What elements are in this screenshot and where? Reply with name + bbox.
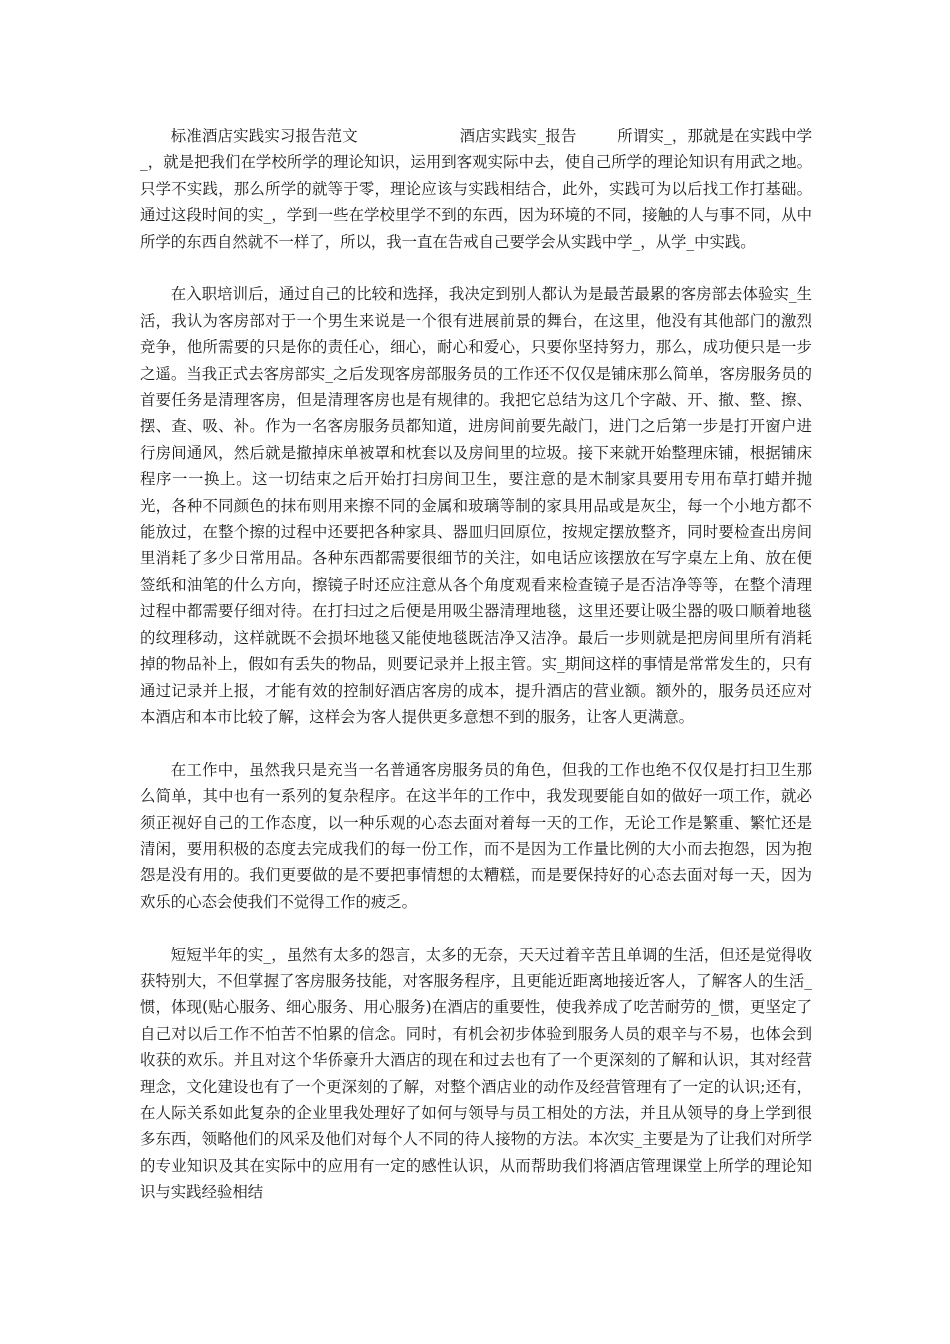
paragraph-gap <box>140 255 812 281</box>
document-body <box>140 123 812 1206</box>
paragraph-gap <box>140 730 812 756</box>
paragraph-harvest: 短短半年的实_，虽然有太多的怨言，太多的无奈，天天过着辛苦且单调的生活，但还是觉得收获特别大，不但掌握了客房服务技能，对客服务程序，且更能近距离地接近客人，了解客人的生活_惯，体现(贴心服务、细心服务、用心服务)在酒店的重要性，使我养成了吃苦耐劳的_惯，更坚定了自己对以后工作不怕苦不怕累的信念。同时，有机会初步体验到服务人员的艰辛与不易，也体会到收获的欢乐。并且对这个华侨豪升大酒店的现在和过去也有了一个更深刻的了解和认识，其对经营理念，文化建设也有了一个更深刻的了解，对整个酒店业的动作及经营管理有了一定的认识;还有，在人际关系如此复杂的企业里我处理好了如何与领导与员工相处的方法，并且从领导的身上学到很多东西，领略他们的风采及他们对每个人不同的待人接物的方法。本次实_主要是为了让我们对所学的专业知识及其在实际中的应用有一定的感性认识，从而帮助我们将酒店管理课堂上所学的理论知识与实践经验相结 <box>140 945 812 1202</box>
paragraph-attitude: 在工作中，虽然我只是充当一名普通客房服务员的角色，但我的工作也绝不仅仅是打扫卫生那么简单，其中也有一系列的复杂程序。在这半年的工作中，我发现要能自如的做好一项工作，就必须正视好自己的工作态度，以一种乐观的心态去面对着每一天的工作，无论工作是繁重、繁忙还是清闲，要用积极的态度去完成我们的每一份工作，而不是因为工作量比例的大小而去抱怨，因为抱怨是没有用的。我们更要做的是不要把事情想的太糟糕，而是要保持好的心态去面对每一天，因为欢乐的心态会使我们不觉得工作的疲乏。 <box>140 760 812 911</box>
paragraph-housekeeping: 在入职培训后，通过自己的比较和选择，我决定到别人都认为是最苦最累的客房部去体验实_生活，我认为客房部对于一个男生来说是一个很有进展前景的舞台，在这里，他没有其他部门的激烈竞争，他所需要的只是你的责任心，细心，耐心和爱心，只要你坚持努力，那么，成功便只是一步之遥。当我正式去客房部实_之后发现客房部服务员的工作还不仅仅是铺床那么简单，客房服务员的首要任务是清理客房，但是清理客房也是有规律的。我把它总结为这几个字敲、开、撤、整、擦、摆、查、吸、补。作为一名客房服务员都知道，进房间前要先敲门，进门之后第一步是打开窗户进行房间通风，然后就是撤掉床单被罩和枕套以及房间里的垃圾。接下来就开始整理床铺，根据铺床程序一一换上。这一切结束之后开始打扫房间卫生，要注意的是木制家具要用专用布草打蜡并抛光，各种不同颜色的抹布则用来擦不同的金属和玻璃等制的家具用品或是灰尘，每一个小地方都不能放过，在整个擦的过程中还要把各种家具、器皿归回原位，按规定摆放整齐，同时要检查出房间里消耗了多少日常用品。各种东西都需要很细节的关注，如电话应该摆放在写字桌左上角、放在便签纸和油笔的什么方向，擦镜子时还应注意从各个角度观看来检查镜子是否洁净等等，在整个清理过程中都需要仔细对待。在打扫过之后便是用吸尘器清理地毯，这里还要让吸尘器的吸口顺着地毯的纹理移动，这样就既不会损坏地毯又能使地毯既洁净又洁净。最后一步则就是把房间里所有消耗掉的物品补上，假如有丢失的物品，则要记录并上报主管。实_期间这样的事情是常常发生的，只有通过记录并上报，才能有效的控制好酒店客房的成本，提升酒店的营业额。额外的，服务员还应对本酒店和本市比较了解，这样会为客人提供更多意想不到的服务，让客人更满意。 <box>140 285 812 726</box>
paragraph-gap <box>140 915 812 941</box>
opening-paragraph: 标准酒店实践实习报告范文 酒店实践实_报告 所谓实_，那就是在实践中学_，就是把我们在学校所学的理论知识，运用到客观实际中去，使自己所学的理论知识有用武之地。只学不实践，那么所学的就等于零，理论应该与实践相结合，此外，实践可为以后找工作打基础。通过这段时间的实_，学到一些在学校里学不到的东西，因为环境的不同，接触的人与事不同，从中所学的东西自然就不一样了，所以，我一直在告戒自己要学会从实践中学_，从学_中实践。 <box>140 127 812 251</box>
